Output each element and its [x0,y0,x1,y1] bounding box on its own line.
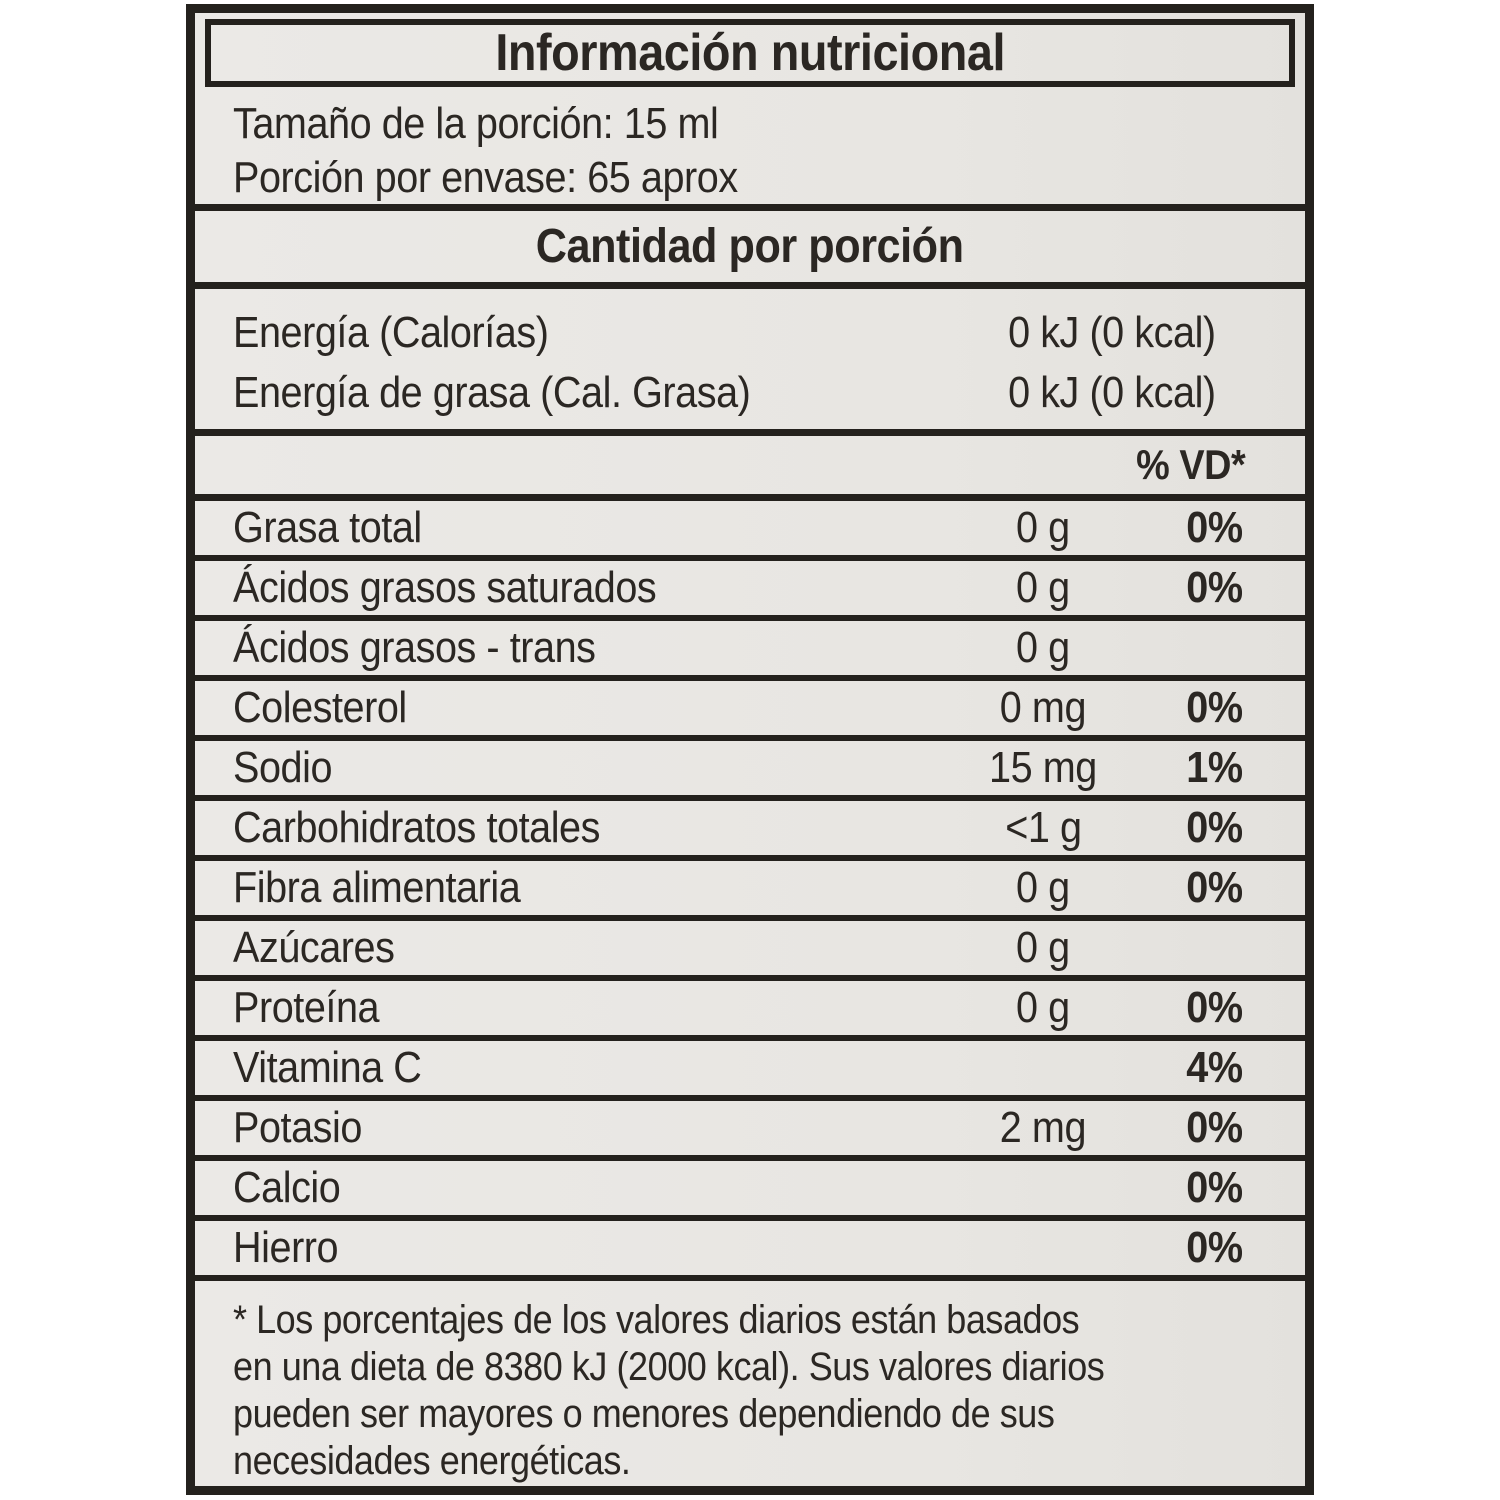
nutrient-amount [943,1163,1143,1213]
nutrient-table [195,501,1305,1281]
nutrient-amount [943,1223,1143,1273]
nutrient-dv: 0% [1186,1163,1243,1212]
nutrient-name: Sodio [233,743,333,792]
energy-row [233,303,1243,363]
daily-value-header-row [195,436,1305,501]
nutrient-row [195,1041,1305,1101]
nutrient-dv: 0% [1186,1223,1243,1272]
nutrient-name: Fibra alimentaria [233,863,521,912]
nutrient-row [195,1161,1305,1221]
serving-info [195,87,1305,211]
nutrient-amount: 0 g [1016,623,1070,672]
nutrient-dv: 0% [1186,983,1243,1032]
serving-size-line: Tamaño de la porción: 15 ml [233,99,719,148]
nutrient-dv [1143,623,1243,673]
label-title: Información nutricional [495,24,1005,82]
nutrient-dv: 0% [1186,683,1243,732]
nutrient-dv: 0% [1186,863,1243,912]
nutrient-amount: 15 mg [989,743,1097,792]
nutrition-label [186,4,1314,1495]
nutrient-name: Vitamina C [233,1043,422,1092]
energy-value: 0 kJ (0 kcal) [1008,308,1216,357]
footnote-line: necesidades energéticas. [233,1439,631,1483]
nutrient-row [195,501,1305,561]
nutrient-dv [1143,923,1243,973]
energy-rows [195,289,1305,436]
servings-per-container-line: Porción por envase: 65 aprox [233,153,738,202]
nutrient-name: Hierro [233,1223,339,1272]
nutrient-amount: 0 g [1016,923,1070,972]
nutrient-name: Carbohidratos totales [233,803,600,852]
nutrient-row [195,621,1305,681]
nutrient-row [195,861,1305,921]
energy-name: Energía de grasa (Cal. Grasa) [233,368,751,417]
daily-value-header: % VD* [1135,441,1245,488]
nutrient-name: Ácidos grasos - trans [233,623,596,672]
nutrient-name: Proteína [233,983,380,1032]
energy-value: 0 kJ (0 kcal) [1008,368,1216,417]
nutrient-name: Ácidos grasos saturados [233,563,657,612]
nutrient-amount: 0 g [1016,863,1070,912]
nutrient-name: Grasa total [233,503,422,552]
nutrient-row [195,741,1305,801]
nutrient-amount: 2 mg [999,1103,1087,1152]
nutrient-dv: 0% [1186,803,1243,852]
nutrient-dv: 0% [1186,503,1243,552]
energy-row [233,363,1243,423]
energy-name: Energía (Calorías) [233,308,549,357]
nutrient-amount: 0 g [1016,983,1070,1032]
nutrient-amount [943,1043,1143,1093]
nutrient-row [195,1221,1305,1281]
nutrient-row [195,801,1305,861]
nutrient-amount: <1 g [1004,803,1082,852]
nutrient-row [195,561,1305,621]
label-title-box [205,19,1295,87]
nutrient-dv: 0% [1186,563,1243,612]
nutrient-amount: 0 g [1016,503,1070,552]
nutrient-name: Potasio [233,1103,362,1152]
nutrient-row [195,981,1305,1041]
nutrient-row [195,681,1305,741]
nutrient-dv: 0% [1186,1103,1243,1152]
nutrient-name: Calcio [233,1163,341,1212]
footnote [195,1281,1305,1486]
nutrient-row [195,1101,1305,1161]
amount-per-serving-header: Cantidad por porción [195,211,1305,289]
footnote-line: * Los porcentajes de los valores diarios están basados [233,1298,1080,1342]
nutrient-name: Azúcares [233,923,395,972]
footnote-line: en una dieta de 8380 kJ (2000 kcal). Sus valores diarios [233,1345,1105,1389]
nutrient-amount: 0 g [1016,563,1070,612]
nutrient-dv: 1% [1186,743,1243,792]
nutrient-row [195,921,1305,981]
nutrient-amount: 0 mg [999,683,1087,732]
nutrient-dv: 4% [1186,1043,1243,1092]
nutrient-name: Colesterol [233,683,407,732]
footnote-line: pueden ser mayores o menores dependiendo de sus [233,1392,1055,1436]
